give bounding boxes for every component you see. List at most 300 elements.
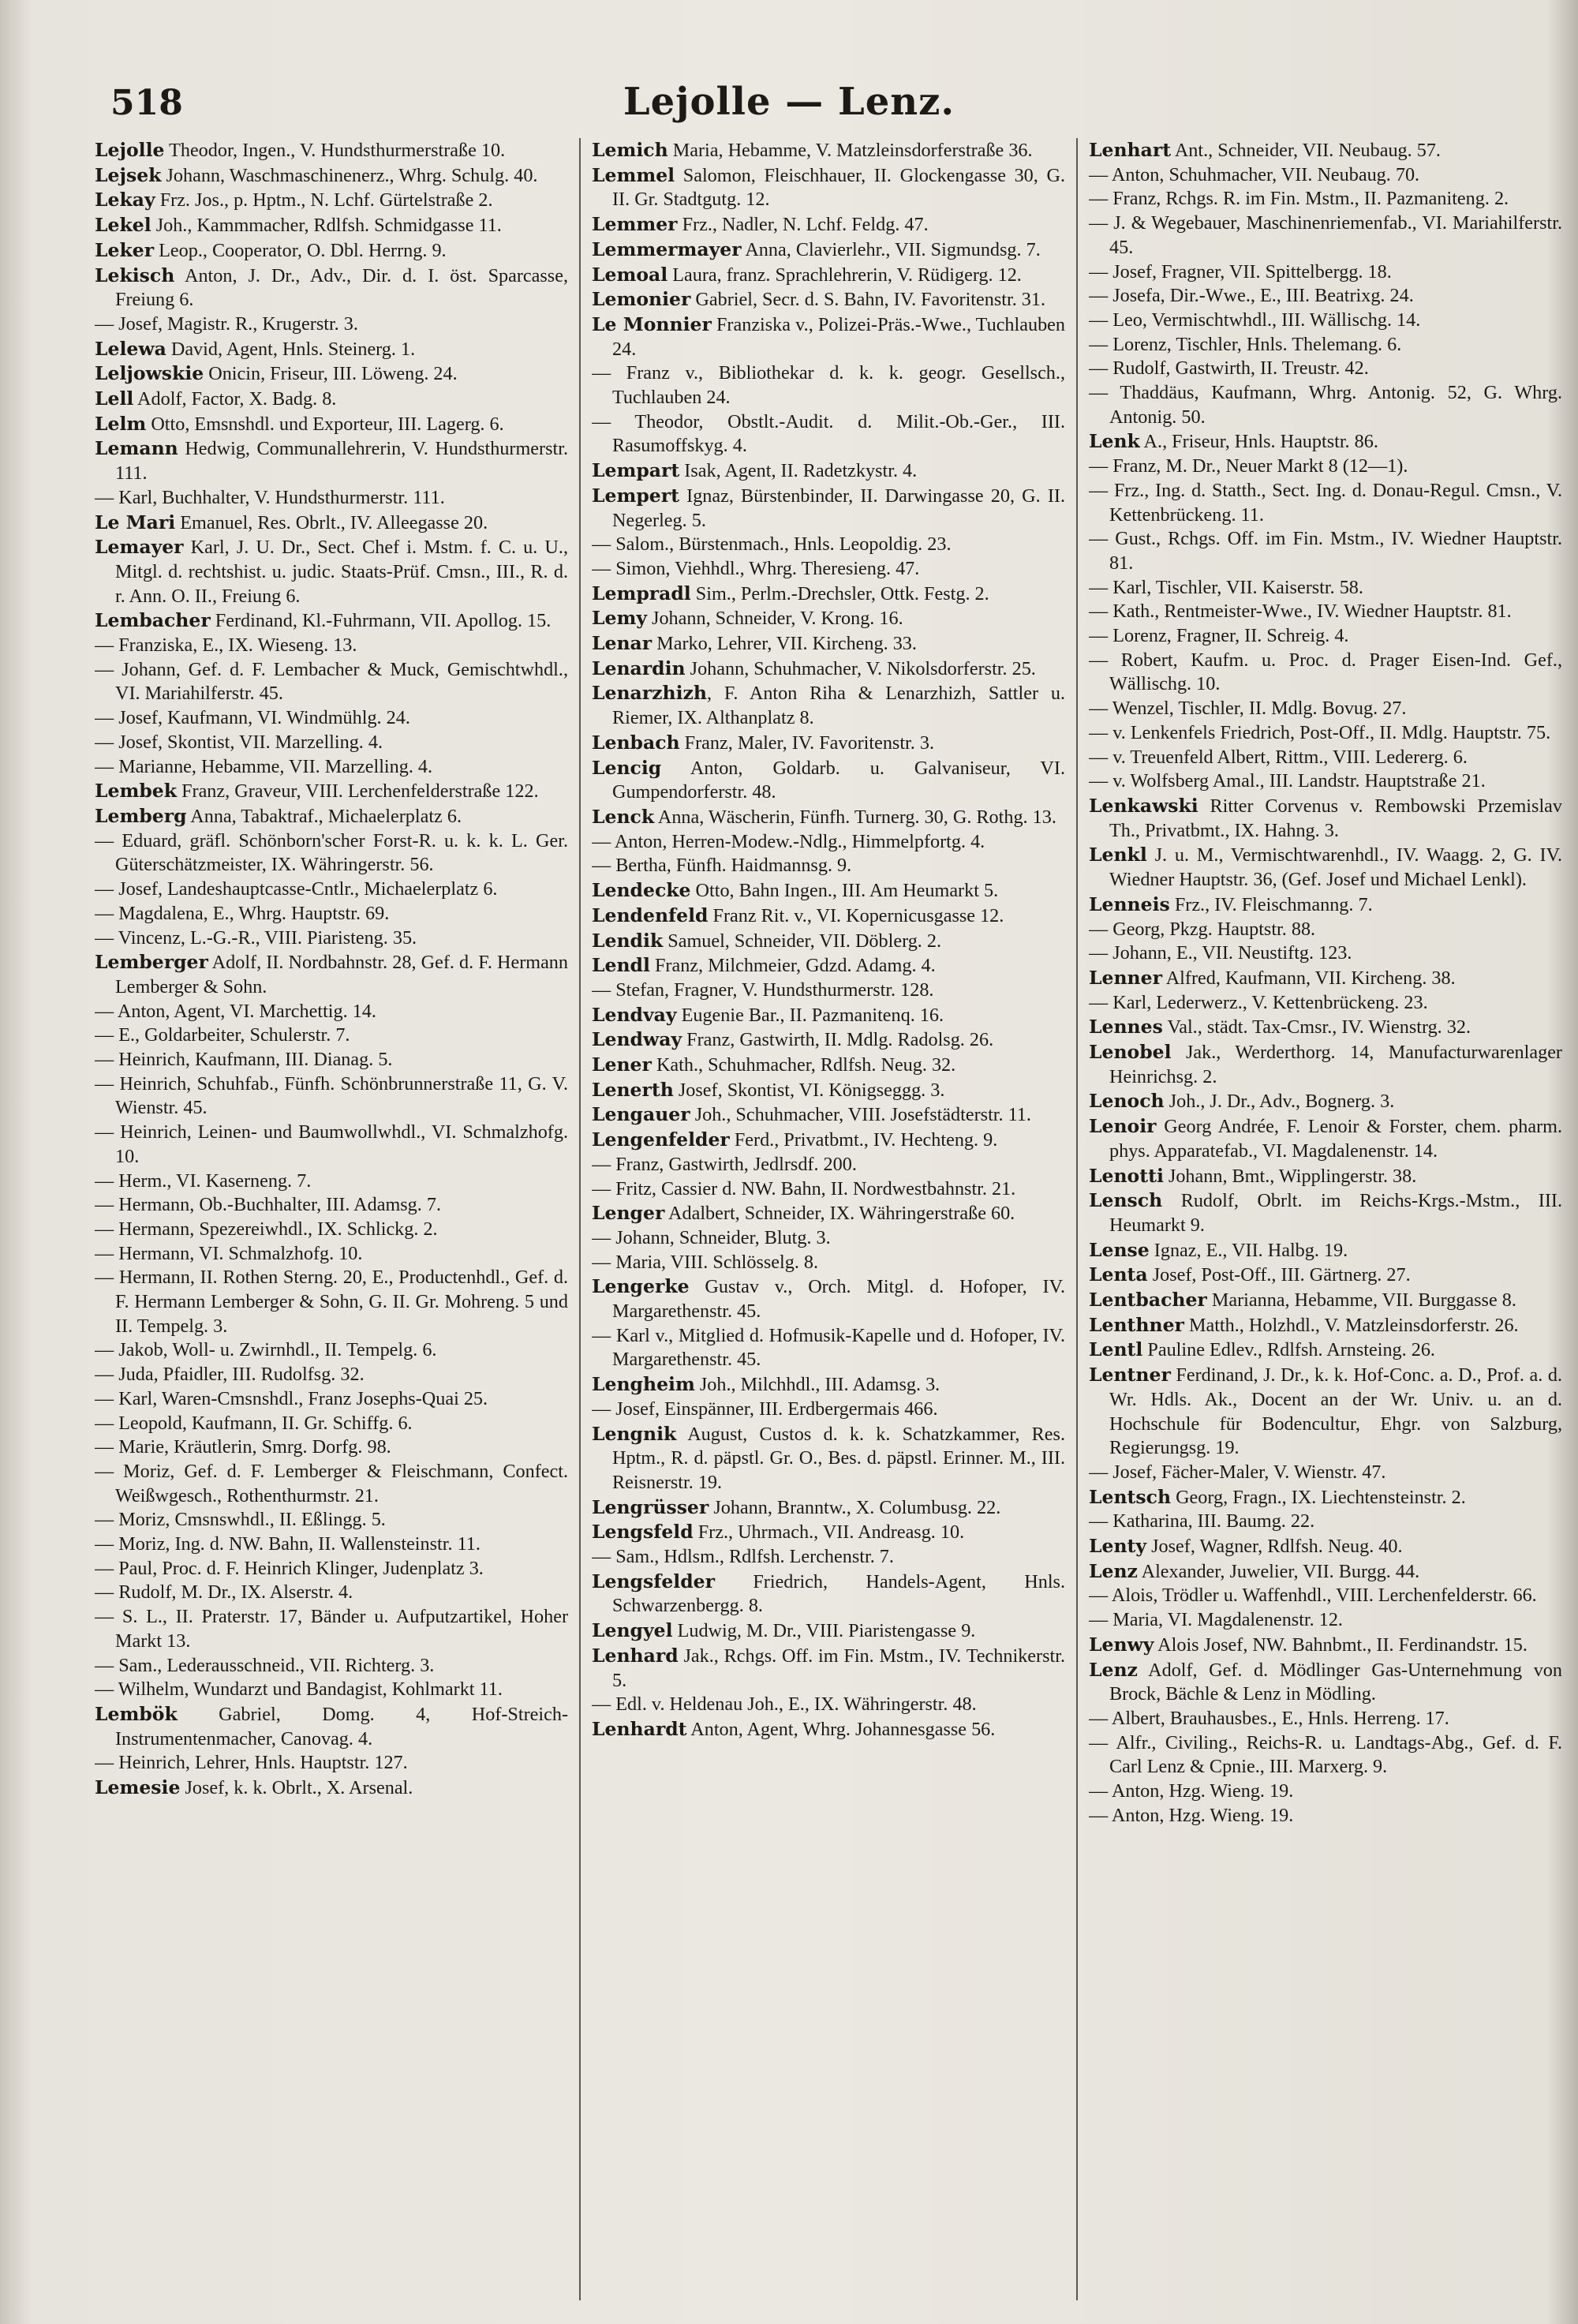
entry-details: — Leo, Vermischtwhdl., III. Wällischg. 14.: [1089, 309, 1421, 331]
directory-entry: [592, 1153, 1065, 1177]
entry-details: — Leopold, Kaufmann, II. Gr. Schiffg. 6.: [95, 1412, 413, 1434]
entry-surname: Lempart: [592, 459, 680, 482]
entry-details: Jak., Werderthorg. 14, Manufacturwarenlager Heinrichsg. 2.: [1109, 1042, 1562, 1087]
directory-entry: [1089, 284, 1562, 309]
directory-entry: [95, 1193, 568, 1218]
entry-details: Ritter Corvenus v. Rembowski Przemislav Th., Privatbmt., IX. Hahng. 3.: [1109, 795, 1562, 841]
entry-surname: Leker: [95, 238, 155, 261]
entry-details: — Moriz, Cmsnswhdl., II. Eßlingg. 5.: [95, 1509, 386, 1531]
entry-details: — Alfr., Civiling., Reichs-R. u. Landtags-Abg., Gef. d. F. Carl Lenz & Cpnie., III. Marxerg. 9.: [1089, 1731, 1562, 1778]
entry-details: — Karl, Buchhalter, V. Hundsthurmerstr. 111.: [95, 486, 445, 508]
directory-entry: [592, 606, 1065, 631]
column-divider: [579, 138, 581, 2300]
directory-entry: [1089, 381, 1562, 429]
entry-surname: Lemoal: [592, 263, 668, 286]
directory-entry: [95, 1581, 568, 1605]
entry-surname: Lembek: [95, 780, 178, 803]
entry-details: — Stefan, Fragner, V. Hundsthurmerstr. 128.: [592, 979, 934, 1001]
entry-details: — Paul, Proc. d. F. Heinrich Klinger, Judenplatz 3.: [95, 1557, 484, 1579]
entry-surname: Lengauer: [592, 1103, 690, 1126]
directory-entry: [95, 779, 568, 804]
entry-details: — Karl, Lederwerz., V. Kettenbrückeng. 23.: [1089, 991, 1428, 1013]
entry-surname: Lemann: [95, 437, 178, 460]
entry-surname: Lenoir: [1089, 1115, 1157, 1138]
directory-entry: [592, 1644, 1065, 1693]
entry-details: — Sam., Lederausschneid., VII. Richterg. 3.: [95, 1654, 435, 1676]
entry-details: Josef, Skontist, VI. Königseggg. 3.: [673, 1079, 945, 1101]
entry-details: — Wilhelm, Wundarzt und Bandagist, Kohlmarkt 11.: [95, 1678, 503, 1701]
entry-surname: Le Mari: [95, 511, 176, 533]
directory-entry: [1089, 1559, 1562, 1585]
directory-entry: [1089, 1461, 1562, 1485]
entry-details: Ant., Schneider, VII. Neubaug. 57.: [1171, 140, 1441, 161]
directory-entry: [95, 1654, 568, 1678]
entry-surname: Lenwy: [1089, 1633, 1154, 1656]
entry-details: — Eduard, gräfl. Schönborn'scher Forst-R. u. k. k. L. Ger. Güterschätzmeister, IX. Währingerstr. 56.: [95, 829, 568, 876]
directory-entry: [1089, 843, 1562, 892]
entry-details: — Frz., Ing. d. Statth., Sect. Ing. d. Donau-Regul. Cmsn., V. Kettenbrückeng. 11.: [1089, 479, 1562, 526]
entry-surname: Lenty: [1089, 1535, 1147, 1558]
entry-surname: Lennes: [1089, 1016, 1163, 1039]
entry-details: — Franziska, E., IX. Wieseng. 13.: [95, 634, 357, 657]
directory-entry: [592, 805, 1065, 830]
entry-details: — Marie, Kräutlerin, Smrg. Dorfg. 98.: [95, 1436, 391, 1458]
directory-entry: [95, 1751, 568, 1776]
directory-entry: [95, 188, 568, 213]
directory-entry: [1089, 893, 1562, 918]
entry-surname: Lembök: [95, 1703, 178, 1725]
directory-entry: [95, 755, 568, 780]
directory-entry: [95, 486, 568, 511]
directory-entry: [592, 1003, 1065, 1028]
entry-details: Marko, Lehrer, VII. Kircheng. 33.: [652, 633, 917, 655]
entry-details: Leop., Cooperator, O. Dbl. Herrng. 9.: [154, 239, 447, 261]
directory-entry: [592, 904, 1065, 929]
entry-surname: Lengheim: [592, 1373, 695, 1396]
entry-details: August, Custos d. k. k. Schatzkammer, Res. Hptm., R. d. päpstl. Gr. O., Bes. d. päpstl. Erinner. M., III. Reisnerstr. 19.: [612, 1423, 1065, 1493]
entry-surname: Lendl: [592, 954, 650, 977]
directory-column-1: [95, 138, 568, 2300]
entry-details: Frz., Nadler, N. Lchf. Feldg. 47.: [677, 214, 929, 236]
entry-details: — Katharina, III. Baumg. 22.: [1089, 1510, 1315, 1532]
entry-details: — Robert, Kaufm. u. Proc. d. Prager Eisen-Ind. Gef., Wällischg. 10.: [1089, 649, 1562, 695]
entry-details: — Theodor, Obstlt.-Audit. d. Milit.-Ob.-Ger., III. Rasumoffskyg. 4.: [592, 410, 1065, 457]
entry-details: Adalbert, Schneider, IX. Währingerstraße 60.: [664, 1203, 1015, 1225]
entry-surname: Lener: [592, 1053, 652, 1076]
directory-entry: [592, 287, 1065, 312]
entry-details: David, Agent, Hnls. Steinerg. 1.: [166, 338, 416, 360]
entry-surname: Lemmel: [592, 163, 675, 186]
entry-details: — Josef, Einspänner, III. Erdbergermais 466.: [592, 1398, 938, 1420]
directory-entry: [592, 1102, 1065, 1128]
entry-surname: Lenarzhizh: [592, 682, 707, 705]
directory-entry: [1089, 794, 1562, 843]
entry-surname: Lembacher: [95, 609, 211, 632]
entry-details: — Hermann, Ob.-Buchhalter, III. Adamsg. 7.: [95, 1194, 441, 1216]
page-number: 518: [110, 83, 183, 123]
entry-details: — Franz, Rchgs. R. im Fin. Mstm., II. Pazmaniteng. 2.: [1089, 188, 1509, 210]
entry-details: Adolf, Gef. d. Mödlinger Gas-Unternehmung von Brock, Bächle & Lenz in Mödling.: [1109, 1659, 1562, 1705]
directory-entry: [95, 412, 568, 437]
directory-entry: [1089, 746, 1562, 770]
entry-details: — Albert, Brauhausbes., E., Hnls. Herreng. 17.: [1089, 1708, 1449, 1729]
entry-details: — Thaddäus, Kaufmann, Whrg. Antonig. 52, G. Whrg. Antonig. 50.: [1089, 382, 1562, 428]
directory-entry: [1089, 138, 1562, 163]
directory-entry: [95, 511, 568, 536]
entry-details: — Rudolf, Gastwirth, II. Treustr. 42.: [1089, 357, 1369, 380]
directory-entry: [1089, 1608, 1562, 1633]
entry-details: — Josef, Kaufmann, VI. Windmühlg. 24.: [95, 707, 410, 729]
directory-entry: [592, 1324, 1065, 1372]
entry-details: Franz, Gastwirth, II. Mdlg. Radolsg. 26.: [682, 1029, 994, 1051]
entry-details: Onicin, Friseur, III. Löweng. 24.: [204, 363, 458, 385]
column-divider: [1076, 138, 1078, 2300]
entry-details: — Hermann, II. Rothen Sterng. 20, E., Productenhdl., Gef. d. F. Hermann Lemberger & Sohn, G. II. Gr. Mohreng. 5 und II. Tempelg. 3.: [95, 1267, 568, 1337]
directory-entry: [592, 1570, 1065, 1619]
entry-details: Marianna, Hebamme, VII. Burggasse 8.: [1206, 1289, 1516, 1312]
directory-entry: [1089, 1288, 1562, 1313]
page-header: [0, 75, 1578, 130]
entry-details: Anton, Agent, Whrg. Johannesgasse 56.: [686, 1719, 996, 1740]
entry-details: , F. Anton Riha & Lenarzhizh, Sattler u. Riemer, IX. Althanplatz 8.: [612, 683, 1065, 729]
entry-details: — Josef, Fächer-Maler, V. Wienstr. 47.: [1089, 1461, 1386, 1483]
entry-surname: Lengsfeld: [592, 1521, 694, 1544]
entry-surname: Lenner: [1089, 966, 1162, 989]
entry-surname: Lendecke: [592, 879, 691, 902]
entry-details: — Franz, M. Dr., Neuer Markt 8 (12—1).: [1089, 455, 1408, 477]
entry-details: — Kath., Rentmeister-Wwe., IV. Wiedner Hauptstr. 81.: [1089, 601, 1512, 623]
directory-entry: [592, 312, 1065, 361]
directory-entry: [1089, 1731, 1562, 1779]
directory-entry: [592, 1274, 1065, 1323]
directory-entry: [1089, 1658, 1562, 1707]
directory-entry: [95, 1072, 568, 1121]
directory-entry: [95, 950, 568, 999]
entry-details: — Moriz, Ing. d. NW. Bahn, II. Wallensteinstr. 11.: [95, 1533, 481, 1555]
directory-entry: [592, 854, 1065, 878]
directory-entry: [592, 557, 1065, 582]
directory-entry: [1089, 1263, 1562, 1288]
entry-details: — Lorenz, Tischler, Hnls. Thelemang. 6.: [1089, 333, 1402, 355]
entry-details: Josef, Wagner, Rdlfsh. Neug. 40.: [1146, 1536, 1403, 1558]
entry-surname: Lenotti: [1089, 1164, 1164, 1187]
entry-details: Alois Josef, NW. Bahnbmt., II. Ferdinandstr. 15.: [1154, 1634, 1528, 1656]
directory-entry: [1089, 1485, 1562, 1510]
directory-column-3: [1089, 138, 1562, 2300]
directory-entry: [1089, 1510, 1562, 1534]
directory-entry: [592, 878, 1065, 904]
entry-details: — Simon, Viehhdl., Whrg. Theresieng. 47.: [592, 557, 920, 579]
entry-surname: Lencig: [592, 756, 662, 779]
entry-details: Alexander, Juwelier, VII. Burgg. 44.: [1137, 1560, 1420, 1582]
entry-details: Maria, Hebamme, V. Matzleinsdorferstraße 36.: [667, 140, 1033, 161]
entry-details: — Lorenz, Fragner, II. Schreig. 4.: [1089, 625, 1349, 647]
entry-details: Sim., Perlm.-Drechsler, Ottk. Festg. 2.: [690, 582, 989, 604]
directory-entry: [592, 138, 1065, 163]
directory-entry: [95, 1121, 568, 1169]
entry-details: Johann, Branntw., X. Columbusg. 22.: [709, 1496, 1001, 1518]
directory-entry: [592, 1177, 1065, 1202]
directory-entry: [95, 361, 568, 387]
entry-details: — Vincenz, L.-G.-R., VIII. Piaristeng. 35.: [95, 926, 417, 949]
entry-details: — Karl v., Mitglied d. Hofmusik-Kapelle und d. Hofoper, IV. Margarethenstr. 45.: [592, 1324, 1065, 1371]
directory-entry: [592, 1495, 1065, 1521]
entry-details: Hedwig, Communallehrerin, V. Hundsthurmerstr. 111.: [115, 438, 568, 485]
entry-surname: Lenkawski: [1089, 794, 1198, 817]
directory-entry: [1089, 260, 1562, 285]
entry-details: Kath., Schuhmacher, Rdlfsh. Neug. 32.: [651, 1054, 956, 1076]
entry-surname: Lenck: [592, 805, 655, 828]
entry-surname: Lentl: [1089, 1338, 1143, 1361]
directory-entry: [1089, 941, 1562, 966]
entry-surname: Lentsch: [1089, 1485, 1172, 1508]
entry-details: Frz., Uhrmach., VII. Andreasg. 10.: [693, 1521, 965, 1544]
entry-details: Laura, franz. Sprachlehrerin, V. Rüdigerg. 12.: [667, 264, 1022, 286]
directory-entry: [592, 1398, 1065, 1422]
directory-entry: [1089, 1338, 1562, 1363]
directory-entry: [592, 756, 1065, 805]
directory-entry: [592, 458, 1065, 484]
entry-details: Ignaz, Bürstenbinder, II. Darwingasse 20, G. II. Negerleg. 5.: [612, 485, 1065, 531]
entry-details: Gabriel, Secr. d. S. Bahn, IV. Favoritenstr. 31.: [690, 289, 1046, 311]
entry-details: Ferdinand, Kl.-Fuhrmann, VII. Apollog. 15.: [210, 610, 552, 632]
entry-surname: Lenk: [1089, 430, 1140, 453]
entry-details: Anton, Goldarb. u. Galvaniseur, VI. Gumpendorferstr. 48.: [612, 757, 1065, 803]
entry-details: — Georg, Pkzg. Hauptstr. 88.: [1089, 918, 1316, 940]
directory-entry: [592, 163, 1065, 212]
entry-details: — Bertha, Fünfh. Haidmannsg. 9.: [592, 855, 852, 877]
entry-details: A., Friseur, Hnls. Hauptstr. 86.: [1139, 431, 1378, 453]
entry-details: — E., Goldarbeiter, Schulerstr. 7.: [95, 1024, 350, 1046]
directory-entry: [1089, 187, 1562, 211]
directory-column-2: [592, 138, 1065, 2300]
entry-details: — Johann, Gef. d. F. Lembacher & Muck, Gemischtwhdl., VI. Mariahilferstr. 45.: [95, 658, 568, 705]
directory-entry: [1089, 991, 1562, 1016]
entry-surname: Lell: [95, 387, 134, 410]
directory-entry: [592, 657, 1065, 682]
entry-details: Samuel, Schneider, VII. Döblerg. 2.: [663, 930, 942, 952]
entry-details: Alfred, Kaufmann, VII. Kircheng. 38.: [1161, 967, 1456, 989]
directory-entry: [592, 582, 1065, 607]
entry-details: — Heinrich, Kaufmann, III. Dianag. 5.: [95, 1049, 393, 1071]
directory-entry: [1089, 333, 1562, 357]
entry-details: — Karl, Tischler, VII. Kaiserstr. 58.: [1089, 576, 1363, 598]
entry-details: Ludwig, M. Dr., VIII. Piaristengasse 9.: [672, 1620, 976, 1642]
entry-details: — Anton, Hzg. Wieng. 19.: [1089, 1780, 1294, 1802]
entry-surname: Lenkl: [1089, 844, 1147, 866]
entry-details: Gustav v., Orch. Mitgl. d. Hofoper, IV. Margarethenstr. 45.: [612, 1276, 1065, 1323]
entry-surname: Lengsfelder: [592, 1570, 715, 1592]
directory-entry: [95, 1242, 568, 1267]
entry-surname: Lelm: [95, 412, 147, 435]
entry-details: Karl, J. U. Dr., Sect. Chef i. Mstm. f. C. u. U., Mitgl. d. rechtshist. u. judic. Staats-Prüf. Cmsn., III., R. d. r. Ann. O. II., Freiung 6.: [115, 537, 568, 607]
directory-entry: [1089, 918, 1562, 942]
directory-entry: [1089, 527, 1562, 575]
directory-entry: [95, 1387, 568, 1412]
directory-entry: [1089, 357, 1562, 381]
entry-details: Frz. Jos., p. Hptm., N. Lchf. Gürtelstraße 2.: [155, 189, 493, 211]
entry-details: — Josef, Landeshauptcasse-Cntlr., Michaelerplatz 6.: [95, 878, 498, 900]
directory-entry: [95, 1266, 568, 1338]
directory-entry: [1089, 1313, 1562, 1338]
directory-entry: [95, 926, 568, 951]
directory-entry: [95, 731, 568, 755]
entry-details: — Anton, Schuhmacher, VII. Neubaug. 70.: [1089, 163, 1420, 185]
entry-surname: Lenhart: [1089, 139, 1172, 161]
directory-entry: [95, 902, 568, 926]
running-title: Lejolle — Lenz.: [623, 80, 955, 124]
entry-details: — v. Lenkenfels Friedrich, Post-Off., II. Mdlg. Hauptstr. 75.: [1089, 721, 1551, 743]
entry-surname: Lejolle: [95, 139, 165, 161]
directory-entry: [95, 1460, 568, 1508]
directory-entry: [1089, 1114, 1562, 1163]
entry-surname: Lekel: [95, 214, 151, 237]
entry-details: — Franz v., Bibliothekar d. k. k. geogr. Gesellsch., Tuchlauben 24.: [592, 362, 1065, 409]
directory-entry: [95, 1218, 568, 1242]
entry-details: — Heinrich, Schuhfab., Fünfh. Schönbrunnerstraße 11, G. V. Wienstr. 45.: [95, 1072, 568, 1119]
entry-surname: Lengnik: [592, 1422, 677, 1445]
directory-entry: [95, 608, 568, 634]
directory-entry: [95, 634, 568, 658]
directory-entry: [95, 337, 568, 362]
entry-details: Salomon, Fleischhauer, II. Glockengasse 30, G. II. Gr. Stadtgutg. 12.: [612, 164, 1065, 211]
entry-details: Anna, Tabaktraf., Michaelerplatz 6.: [186, 805, 462, 827]
entry-surname: Lemberger: [95, 951, 208, 974]
directory-entry: [592, 1372, 1065, 1398]
directory-entry: [95, 1605, 568, 1653]
directory-entry: [1089, 1707, 1562, 1731]
entry-details: Ferdinand, J. Dr., k. k. Hof-Conc. a. D., Prof. a. d. Wr. Hdls. Ak., Docent an der Wr. Univ. u. an d. Hochschule für Bodencultur, Ehgr. von Salzburg, Regierungsg. 19.: [1109, 1364, 1562, 1459]
directory-entry: [592, 1226, 1065, 1251]
directory-entry: [95, 878, 568, 902]
entry-surname: Lelewa: [95, 337, 166, 360]
directory-entry: [1089, 429, 1562, 455]
entry-surname: Lemonier: [592, 288, 691, 311]
entry-details: — Moriz, Gef. d. F. Lemberger & Fleischmann, Confect. Weißwgesch., Rothenthurmstr. 21.: [95, 1460, 568, 1506]
directory-entry: [1089, 1534, 1562, 1559]
entry-surname: Lemmer: [592, 213, 678, 236]
entry-details: Franz, Graveur, VIII. Lerchenfelderstraße 122.: [177, 780, 539, 803]
directory-entry: [95, 1532, 568, 1557]
directory-entry: [592, 1128, 1065, 1153]
directory-entry: [95, 1363, 568, 1387]
entry-details: — Maria, VIII. Schlösselg. 8.: [592, 1251, 819, 1273]
entry-details: Pauline Edlev., Rdlfsh. Arnsteing. 26.: [1142, 1339, 1435, 1361]
entry-surname: Lenardin: [592, 657, 686, 679]
entry-surname: Lekay: [95, 189, 155, 211]
entry-details: Joh., Milchhdl., III. Adamsg. 3.: [694, 1374, 940, 1396]
directory-entry: [1089, 1363, 1562, 1461]
entry-details: — Marianne, Hebamme, VII. Marzelling. 4.: [95, 755, 433, 777]
entry-details: Franziska v., Polizei-Präs.-Wwe., Tuchlauben 24.: [612, 313, 1065, 360]
directory-entry: [592, 1693, 1065, 1717]
directory-entry: [1089, 309, 1562, 333]
directory-entry: [1089, 769, 1562, 794]
directory-entry: [95, 706, 568, 731]
directory-entry: [592, 1520, 1065, 1545]
directory-entry: [592, 1422, 1065, 1495]
entry-details: Ferd., Privatbmt., IV. Hechteng. 9.: [729, 1129, 998, 1151]
directory-columns: [95, 138, 1562, 2300]
entry-surname: Lensch: [1089, 1189, 1163, 1212]
directory-entry: [95, 163, 568, 189]
entry-details: Joh., Kammmacher, Rdlfsh. Schmidgasse 11.: [151, 215, 502, 237]
directory-entry: [95, 658, 568, 706]
entry-details: Otto, Emsnshdl. und Exporteur, III. Lagerg. 6.: [146, 413, 504, 435]
entry-details: — Maria, VI. Magdalenenstr. 12.: [1089, 1609, 1343, 1631]
entry-details: — Alois, Trödler u. Waffenhdl., VIII. Lerchenfelderstr. 66.: [1089, 1585, 1537, 1607]
entry-surname: Lentbacher: [1089, 1289, 1207, 1312]
entry-surname: Lengerke: [592, 1275, 690, 1298]
directory-entry: [95, 436, 568, 485]
entry-details: Johann, Schneider, V. Krong. 16.: [647, 608, 903, 630]
entry-details: — Edl. v. Heldenau Joh., E., IX. Währingerstr. 48.: [592, 1693, 977, 1716]
entry-details: Eugenie Bar., II. Pazmanitenq. 16.: [676, 1004, 944, 1026]
directory-entry: [1089, 211, 1562, 260]
entry-details: — S. L., II. Praterstr. 17, Bänder u. Aufputzartikel, Hoher Markt 13.: [95, 1606, 568, 1652]
entry-details: — J. & Wegebauer, Maschinenriemenfab., VI. Mariahilferstr. 45.: [1089, 212, 1562, 258]
directory-entry: [1089, 1188, 1562, 1237]
entry-surname: Lenar: [592, 632, 653, 655]
entry-details: Rudolf, Obrlt. im Reichs-Krgs.-Mstm., III. Heumarkt 9.: [1109, 1190, 1562, 1236]
entry-surname: Lemesie: [95, 1776, 181, 1799]
directory-entry: [1089, 576, 1562, 601]
entry-details: — Wenzel, Tischler, II. Mdlg. Bovug. 27.: [1089, 698, 1407, 720]
directory-entry: [95, 312, 568, 337]
entry-surname: Lenhardt: [592, 1718, 687, 1740]
directory-entry: [95, 264, 568, 312]
entry-surname: Lenoch: [1089, 1090, 1165, 1113]
entry-details: — Anton, Hzg. Wieng. 19.: [1089, 1804, 1294, 1826]
directory-entry: [95, 1435, 568, 1460]
directory-entry: [1089, 966, 1562, 991]
entry-surname: Lempradl: [592, 582, 691, 604]
entry-details: — Franz, Gastwirth, Jedlrsdf. 200.: [592, 1153, 857, 1175]
directory-entry: [1089, 1238, 1562, 1263]
directory-entry: [1089, 1779, 1562, 1804]
entry-details: — Josef, Fragner, VII. Spittelbergg. 18.: [1089, 260, 1392, 283]
entry-details: — Heinrich, Lehrer, Hnls. Hauptstr. 127.: [95, 1752, 408, 1774]
directory-entry: [1089, 1633, 1562, 1658]
entry-details: Georg Andrée, F. Lenoir & Forster, chem. pharm. phys. Apparatefab., VI. Magdalenenstr. 14.: [1109, 1116, 1562, 1162]
directory-entry: [592, 1717, 1065, 1742]
entry-details: — Karl, Waren-Cmsnshdl., Franz Josephs-Quai 25.: [95, 1387, 488, 1409]
directory-entry: [95, 1508, 568, 1532]
entry-surname: Lempert: [592, 484, 679, 507]
directory-entry: [95, 1776, 568, 1801]
directory-entry: [1089, 479, 1562, 527]
directory-entry: [95, 1702, 568, 1751]
entry-details: Josef, Post-Off., III. Gärtnerg. 27.: [1147, 1264, 1411, 1286]
entry-details: Adolf, Factor, X. Badg. 8.: [133, 388, 337, 410]
entry-details: — Anton, Herren-Modew.-Ndlg., Himmelpfortg. 4.: [592, 830, 985, 852]
entry-surname: Lengenfelder: [592, 1128, 730, 1151]
directory-entry: [95, 829, 568, 878]
entry-details: — Fritz, Cassier d. NW. Bahn, II. Nordwestbahnstr. 21.: [592, 1177, 1016, 1199]
directory-entry: [1089, 163, 1562, 188]
directory-entry: [95, 1338, 568, 1363]
entry-details: Josef, k. k. Obrlt., X. Arsenal.: [180, 1777, 413, 1799]
entry-details: Georg, Fragn., IX. Liechtensteinstr. 2.: [1171, 1486, 1466, 1508]
entry-details: Franz, Maler, IV. Favoritenstr. 3.: [679, 732, 934, 754]
directory-entry: [1089, 1164, 1562, 1189]
directory-entry: [95, 1557, 568, 1581]
directory-entry: [95, 1169, 568, 1194]
directory-entry: [95, 1412, 568, 1436]
entry-details: Anna, Wäscherin, Fünfh. Turnerg. 30, G. Rothg. 13.: [654, 806, 1056, 828]
directory-entry: [1089, 649, 1562, 697]
entry-details: — Sam., Hdlsm., Rdlfsh. Lerchenstr. 7.: [592, 1546, 894, 1568]
